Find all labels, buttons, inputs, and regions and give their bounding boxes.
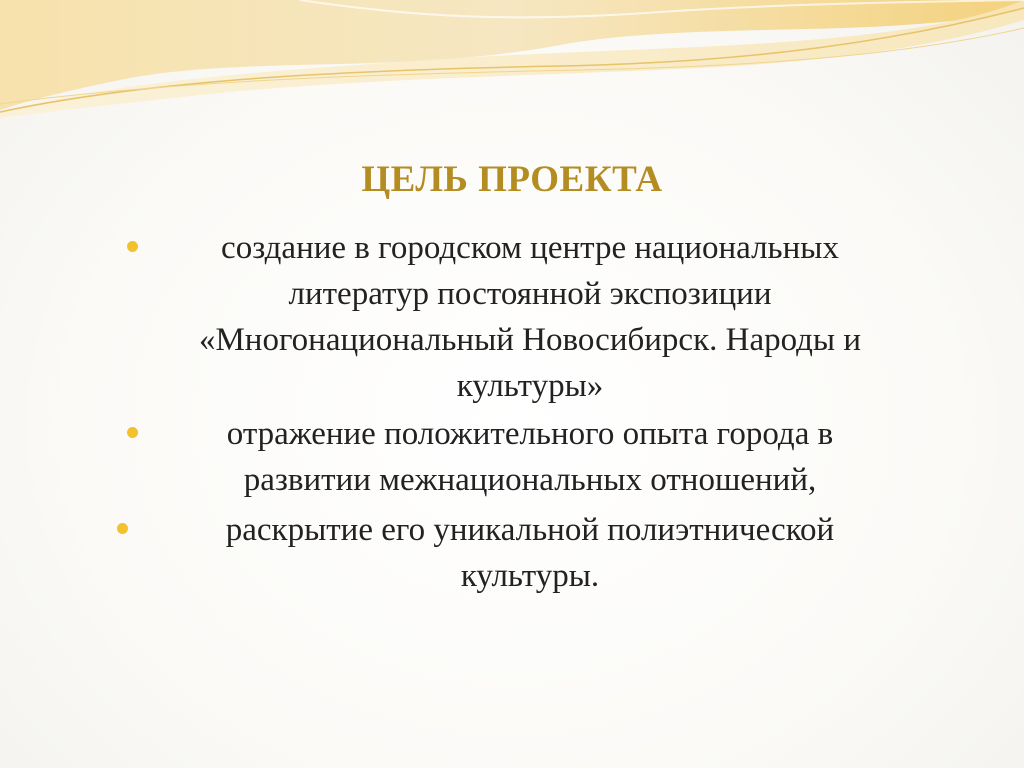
bullet-1-line-3: «Многонациональный Новосибирск. Народы и [198, 322, 862, 358]
bullet-item-3 [100, 507, 960, 599]
bullet-dot-icon [127, 427, 138, 438]
bullet-1-line-1: создание в городском центре национальных [221, 230, 839, 266]
bullet-1-line-2: литератур постоянной экспозиции [288, 276, 772, 312]
bullet-dot-icon [127, 241, 138, 252]
bullet-3-line-1: раскрытие его уникальной полиэтнической [225, 512, 835, 548]
bullet-item-1 [100, 225, 960, 409]
bullet-item-2 [100, 411, 960, 503]
header-wave-decoration [0, 0, 1024, 140]
bullet-2-line-2: развитии межнациональных отношений, [243, 462, 817, 498]
bullet-2-line-1: отражение положительного опыта города в [226, 416, 834, 452]
slide-title: ЦЕЛЬ ПРОЕКТА [361, 159, 663, 200]
bullet-1-line-4: культуры» [456, 368, 604, 404]
bullet-dot-icon [117, 523, 128, 534]
bullet-3-line-2: культуры. [460, 558, 600, 594]
